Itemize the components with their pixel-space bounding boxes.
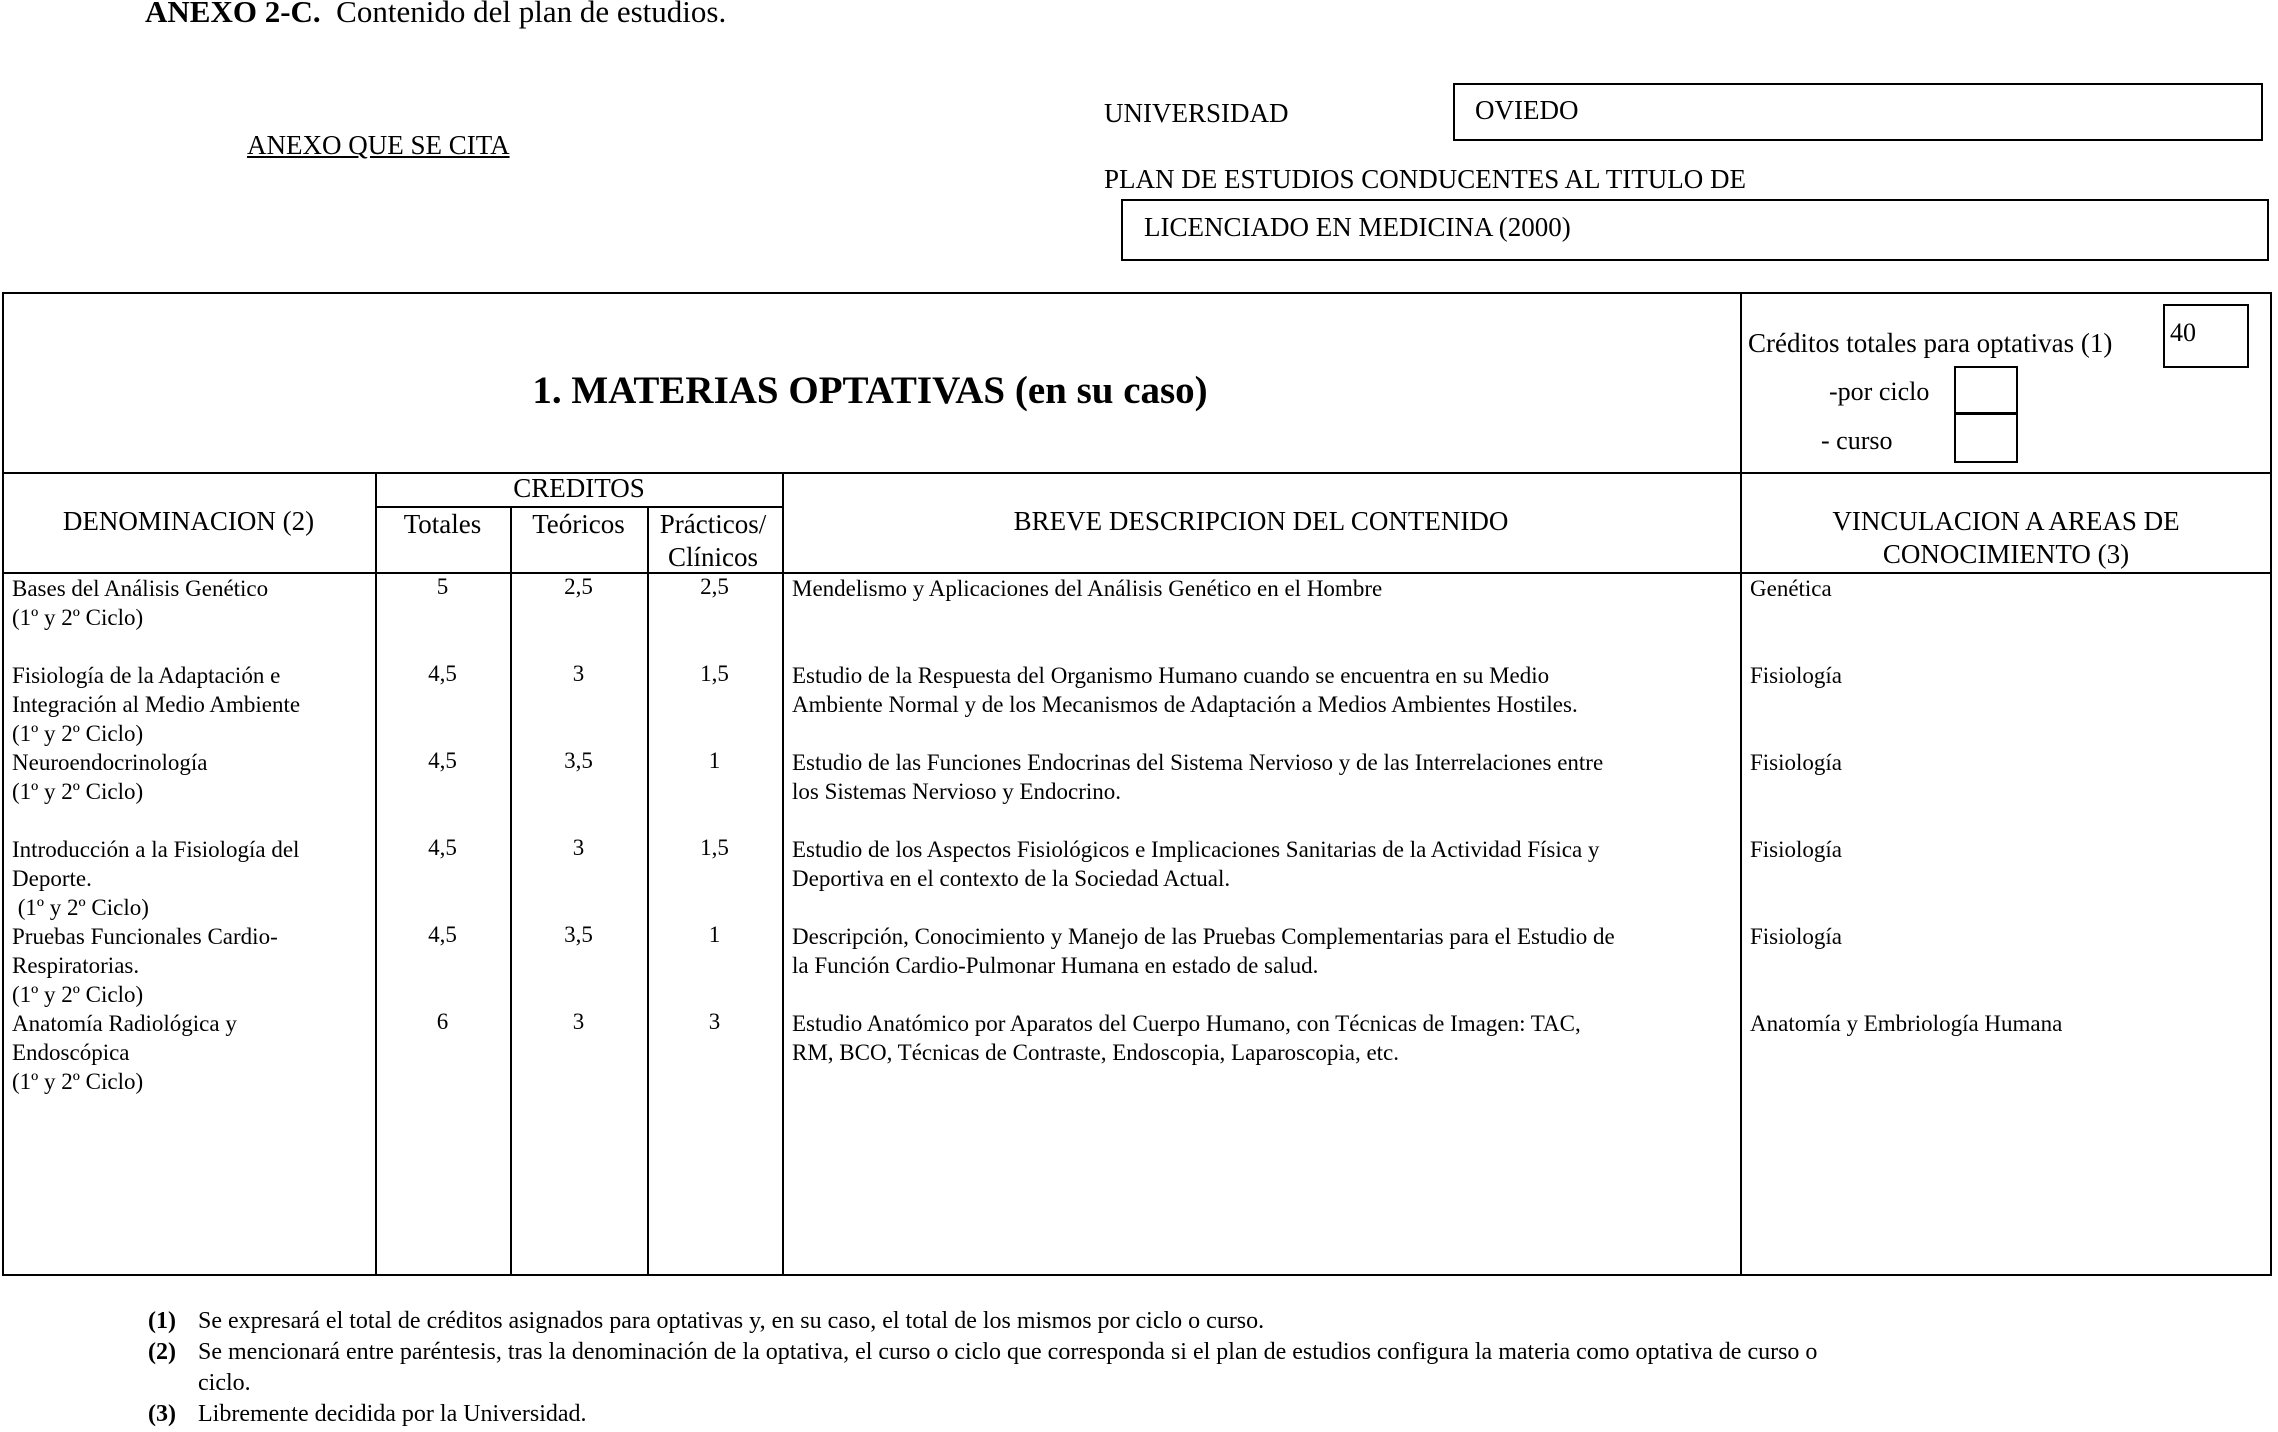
row-area: Genética xyxy=(1750,576,1832,601)
row-totales: 4,5 xyxy=(428,922,457,947)
denominacion-line: Endoscópica xyxy=(12,1040,130,1065)
header-creditos: CREDITOS xyxy=(513,473,645,503)
per-cycle-box xyxy=(1954,366,2018,414)
denominacion-line: (1º y 2º Ciclo) xyxy=(12,1069,144,1094)
row-practicos: 1,5 xyxy=(700,835,729,860)
row-practicos: 1,5 xyxy=(700,661,729,686)
denominacion-line: Integración al Medio Ambiente xyxy=(12,692,301,717)
row-descripcion xyxy=(792,574,1737,603)
row-teoricos: 3,5 xyxy=(564,922,593,947)
annex-heading-text: Contenido del plan de estudios. xyxy=(336,0,727,29)
row-teoricos: 3 xyxy=(572,1009,585,1034)
study-plan-value: LICENCIADO EN MEDICINA (2000) xyxy=(1144,212,1571,242)
study-plan-label: PLAN DE ESTUDIOS CONDUCENTES AL TITULO DE xyxy=(1104,164,1746,194)
footnote-text: Libremente decidida por la Universidad. xyxy=(198,1401,587,1427)
footnote-text: ciclo. xyxy=(198,1370,251,1396)
descripcion-line: Deportiva en el contexto de la Sociedad Actual. xyxy=(792,866,1231,891)
row-teoricos: 3 xyxy=(572,835,585,860)
row-denominacion xyxy=(12,661,372,748)
denominacion-line: Pruebas Funcionales Cardio- xyxy=(12,924,278,949)
denominacion-line: (1º y 2º Ciclo) xyxy=(12,982,144,1007)
annex-cited-label: ANEXO QUE SE CITA xyxy=(247,130,510,160)
row-descripcion xyxy=(792,748,1737,806)
section-title: 1. MATERIAS OPTATIVAS (en su caso) xyxy=(532,369,1208,412)
row-totales: 4,5 xyxy=(428,661,457,686)
row-teoricos: 2,5 xyxy=(564,574,593,599)
denominacion-line: (1º y 2º Ciclo) xyxy=(12,779,144,804)
row-descripcion xyxy=(792,835,1737,893)
descripcion-line: Estudio de las Funciones Endocrinas del Sistema Nervioso y de las Interrelaciones entre xyxy=(792,750,1604,775)
denominacion-line: (1º y 2º Ciclo) xyxy=(12,721,144,746)
university-label: UNIVERSIDAD xyxy=(1104,98,1289,128)
row-descripcion xyxy=(792,661,1737,719)
denominacion-line: (1º y 2º Ciclo) xyxy=(12,895,149,920)
row-area: Fisiología xyxy=(1750,924,1843,949)
row-practicos: 2,5 xyxy=(700,574,729,599)
denominacion-line: Deporte. xyxy=(12,866,92,891)
practicos-column-divider xyxy=(782,472,784,1276)
title-row-divider xyxy=(2,472,2272,474)
descripcion-line: Ambiente Normal y de los Mecanismos de Adaptación a Medios Ambientes Hostiles. xyxy=(792,692,1578,717)
row-teoricos: 3 xyxy=(572,661,585,686)
row-denominacion xyxy=(12,922,372,1009)
footnote-mark: (1) xyxy=(148,1308,176,1334)
annex-heading xyxy=(145,0,726,30)
header-denominacion: DENOMINACION (2) xyxy=(62,506,315,536)
row-descripcion xyxy=(792,922,1737,980)
denominacion-line: (1º y 2º Ciclo) xyxy=(12,605,144,630)
descripcion-line: la Función Cardio-Pulmonar Humana en estado de salud. xyxy=(792,953,1319,978)
denominacion-line: Neuroendocrinología xyxy=(12,750,208,775)
row-area: Anatomía y Embriología Humana xyxy=(1750,1011,2063,1036)
per-course-label: - curso xyxy=(1821,426,1893,455)
total-optional-credits-label: Créditos totales para optativas (1) xyxy=(1748,328,2113,358)
areas-column-divider xyxy=(1740,292,1742,1276)
header-vinculacion: VINCULACION A AREAS DE CONOCIMIENTO (3) xyxy=(1832,506,2180,569)
row-practicos: 1 xyxy=(708,922,721,947)
teoricos-column-divider xyxy=(647,506,649,1276)
row-denominacion xyxy=(12,574,372,632)
denominacion-line: Fisiología de la Adaptación e xyxy=(12,663,281,688)
footnote-text: Se expresará el total de créditos asignados para optativas y, en su caso, el total de los mismos por ciclo o curso. xyxy=(198,1308,1265,1334)
descripcion-line: los Sistemas Nervioso y Endocrino. xyxy=(792,779,1121,804)
header-totales: Totales xyxy=(403,509,482,539)
per-cycle-label: -por ciclo xyxy=(1829,377,1930,406)
row-area: Fisiología xyxy=(1750,663,1843,688)
denominacion-line: Introducción a la Fisiología del xyxy=(12,837,300,862)
footnote-mark: (2) xyxy=(148,1339,176,1365)
row-descripcion xyxy=(792,1009,1737,1067)
footnote-text: Se mencionará entre paréntesis, tras la denominación de la optativa, el curso o ciclo que corresponda si el plan de estudios configura la materia como optativa de curso o xyxy=(198,1339,1818,1365)
row-totales: 4,5 xyxy=(428,748,457,773)
descripcion-line: Estudio de la Respuesta del Organismo Humano cuando se encuentra en su Medio xyxy=(792,663,1550,688)
denominacion-line: Anatomía Radiológica y xyxy=(12,1011,237,1036)
row-denominacion xyxy=(12,835,372,922)
row-practicos: 3 xyxy=(708,1009,721,1034)
row-totales: 4,5 xyxy=(428,835,457,860)
totales-column-divider xyxy=(510,506,512,1276)
header-practicos: Prácticos/ Clínicos xyxy=(659,509,767,572)
per-course-box xyxy=(1954,413,2018,463)
row-area: Fisiología xyxy=(1750,837,1843,862)
denominacion-line: Bases del Análisis Genético xyxy=(12,576,269,601)
university-value: OVIEDO xyxy=(1475,95,1579,125)
row-practicos: 1 xyxy=(708,748,721,773)
row-denominacion xyxy=(12,1009,372,1096)
row-teoricos: 3,5 xyxy=(564,748,593,773)
descripcion-line: RM, BCO, Técnicas de Contraste, Endoscopia, Laparoscopia, etc. xyxy=(792,1040,1399,1065)
descripcion-line: Descripción, Conocimiento y Manejo de las Pruebas Complementarias para el Estudio de xyxy=(792,924,1615,949)
descripcion-line: Estudio Anatómico por Aparatos del Cuerpo Humano, con Técnicas de Imagen: TAC, xyxy=(792,1011,1581,1036)
footnote-mark: (3) xyxy=(148,1401,176,1427)
header-teoricos: Teóricos xyxy=(532,509,625,539)
denominacion-line: Respiratorias. xyxy=(12,953,140,978)
row-totales: 6 xyxy=(436,1009,449,1034)
row-area: Fisiología xyxy=(1750,750,1843,775)
annex-heading-bold: ANEXO 2-C. xyxy=(145,0,321,29)
row-denominacion xyxy=(12,748,372,806)
header-descripcion: BREVE DESCRIPCION DEL CONTENIDO xyxy=(1013,506,1509,536)
total-credits-value: 40 xyxy=(2170,318,2196,347)
descripcion-line: Estudio de los Aspectos Fisiológicos e Implicaciones Sanitarias de la Actividad Física y xyxy=(792,837,1600,862)
descripcion-line: Mendelismo y Aplicaciones del Análisis Genético en el Hombre xyxy=(792,576,1383,601)
row-totales: 5 xyxy=(436,574,449,599)
